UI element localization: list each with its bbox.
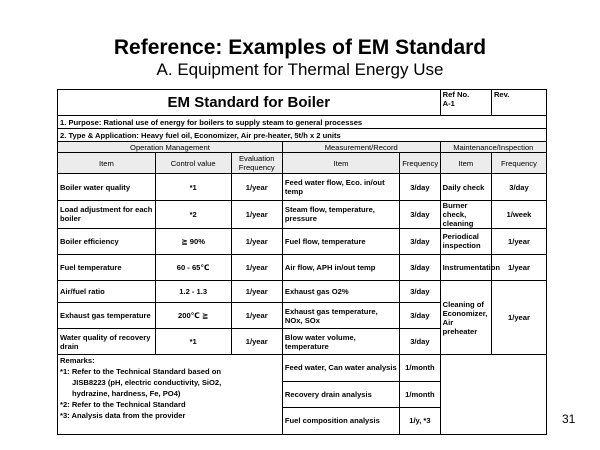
col-evaluation-frequency: Evaluation Frequency <box>231 153 282 174</box>
maint-frequency: 3/day <box>491 174 546 200</box>
empty-maintenance-cell <box>440 355 546 435</box>
meas-item: Fuel flow, temperature <box>282 228 399 254</box>
op-item: Air/fuel ratio <box>58 281 156 303</box>
operation-management-header: Operation Management <box>58 142 283 153</box>
op-item: Boiler efficiency <box>58 228 156 254</box>
evaluation-frequency: 1/year <box>231 174 282 200</box>
ref-no-value: A-1 <box>442 99 455 108</box>
meas-item: Blow water volume, temperature <box>282 329 399 355</box>
op-item: Boiler water quality <box>58 174 156 200</box>
extra-meas-item: Recovery drain analysis <box>282 381 399 407</box>
maint-item: Instrumentation <box>440 254 491 280</box>
evaluation-frequency: 1/year <box>231 228 282 254</box>
meas-item: Air flow, APH in/out temp <box>282 254 399 280</box>
op-item: Load adjustment for each boiler <box>58 200 156 228</box>
table-title: EM Standard for Boiler <box>58 90 441 116</box>
remark-note-1a: *1: Refer to the Technical Standard based on <box>60 367 222 377</box>
slide-title: Reference: Examples of EM Standard <box>113 36 487 59</box>
remarks-label: Remarks: <box>60 356 95 366</box>
table-row <box>58 281 547 303</box>
evaluation-frequency: 1/year <box>231 329 282 355</box>
maintenance-inspection-header: Maintenance/Inspection <box>440 142 546 153</box>
type-application-row: 2. Type & Application: Heavy fuel oil, Economizer, Air pre-heater, 5t/h x 2 units <box>58 129 547 142</box>
extra-meas-frequency: 1/month <box>400 381 440 407</box>
maint-frequency: 1/year <box>491 228 546 254</box>
col-maint-frequency: Frequency <box>491 153 546 174</box>
extra-meas-frequency: 1/month <box>400 355 440 381</box>
evaluation-frequency: 1/year <box>231 303 282 329</box>
remark-note-2: *2: Refer to the Technical Standard <box>60 400 186 410</box>
col-op-item: Item <box>58 153 156 174</box>
meas-frequency: 3/day <box>400 281 440 303</box>
table-row <box>58 228 547 254</box>
maint-frequency: 1/year <box>491 281 546 355</box>
maint-item: Cleaning of Economizer, Air preheater <box>440 281 491 355</box>
meas-frequency: 3/day <box>400 303 440 329</box>
table-row <box>58 254 547 280</box>
em-standard-table <box>57 89 547 435</box>
control-value: 1.2 - 1.3 <box>155 281 231 303</box>
control-value: ≧ 90% <box>155 228 231 254</box>
purpose-row: 1. Purpose: Rational use of energy for boilers to supply steam to general processes <box>58 116 547 129</box>
table-row <box>58 200 547 228</box>
evaluation-frequency: 1/year <box>231 200 282 228</box>
meas-item: Exhaust gas O2% <box>282 281 399 303</box>
control-value: *1 <box>155 329 231 355</box>
extra-meas-item: Fuel composition analysis <box>282 407 399 434</box>
op-item: Fuel temperature <box>58 254 156 280</box>
remark-note-1c: hydrazine, hardness, Fe, PO4) <box>72 389 181 399</box>
meas-item: Feed water flow, Eco. in/out temp <box>282 174 399 200</box>
remarks-cell <box>58 355 283 435</box>
col-maint-item: Item <box>440 153 491 174</box>
control-value: *2 <box>155 200 231 228</box>
remark-note-1b: JISB8223 (pH, electric conductivity, SiO2, <box>72 378 222 388</box>
table-row <box>58 174 547 200</box>
op-item: Exhaust gas temperature <box>58 303 156 329</box>
maint-item: Burner check, cleaning <box>440 200 491 228</box>
meas-item: Exhaust gas temperature, NOx, SOx <box>282 303 399 329</box>
maint-item: Daily check <box>440 174 491 200</box>
extra-meas-item: Feed water, Can water analysis <box>282 355 399 381</box>
meas-frequency: 3/day <box>400 200 440 228</box>
evaluation-frequency: 1/year <box>231 254 282 280</box>
ref-no-cell <box>440 90 491 116</box>
col-control-value: Control value <box>155 153 231 174</box>
remark-note-3: *3: Analysis data from the provider <box>60 411 186 421</box>
col-meas-frequency: Frequency <box>400 153 440 174</box>
maint-item: Periodical inspection <box>440 228 491 254</box>
evaluation-frequency: 1/year <box>231 281 282 303</box>
op-item: Water quality of recovery drain <box>58 329 156 355</box>
control-value: 200℃ ≧ <box>155 303 231 329</box>
slide-subtitle: A. Equipment for Thermal Energy Use <box>156 60 444 79</box>
maint-frequency: 1/year <box>491 254 546 280</box>
meas-frequency: 3/day <box>400 254 440 280</box>
extra-meas-frequency: 1/y, *3 <box>400 407 440 434</box>
meas-frequency: 3/day <box>400 329 440 355</box>
measurement-record-header: Measurement/Record <box>282 142 440 153</box>
control-value: 60 - 65℃ <box>155 254 231 280</box>
meas-frequency: 3/day <box>400 228 440 254</box>
rev-cell: Rev. <box>491 90 546 116</box>
ref-no-label: Ref No. <box>442 90 470 99</box>
control-value: *1 <box>155 174 231 200</box>
maint-frequency: 1/week <box>491 200 546 228</box>
meas-frequency: 3/day <box>400 174 440 200</box>
page-number: 31 <box>562 412 576 426</box>
meas-item: Steam flow, temperature, pressure <box>282 200 399 228</box>
col-meas-item: Item <box>282 153 399 174</box>
